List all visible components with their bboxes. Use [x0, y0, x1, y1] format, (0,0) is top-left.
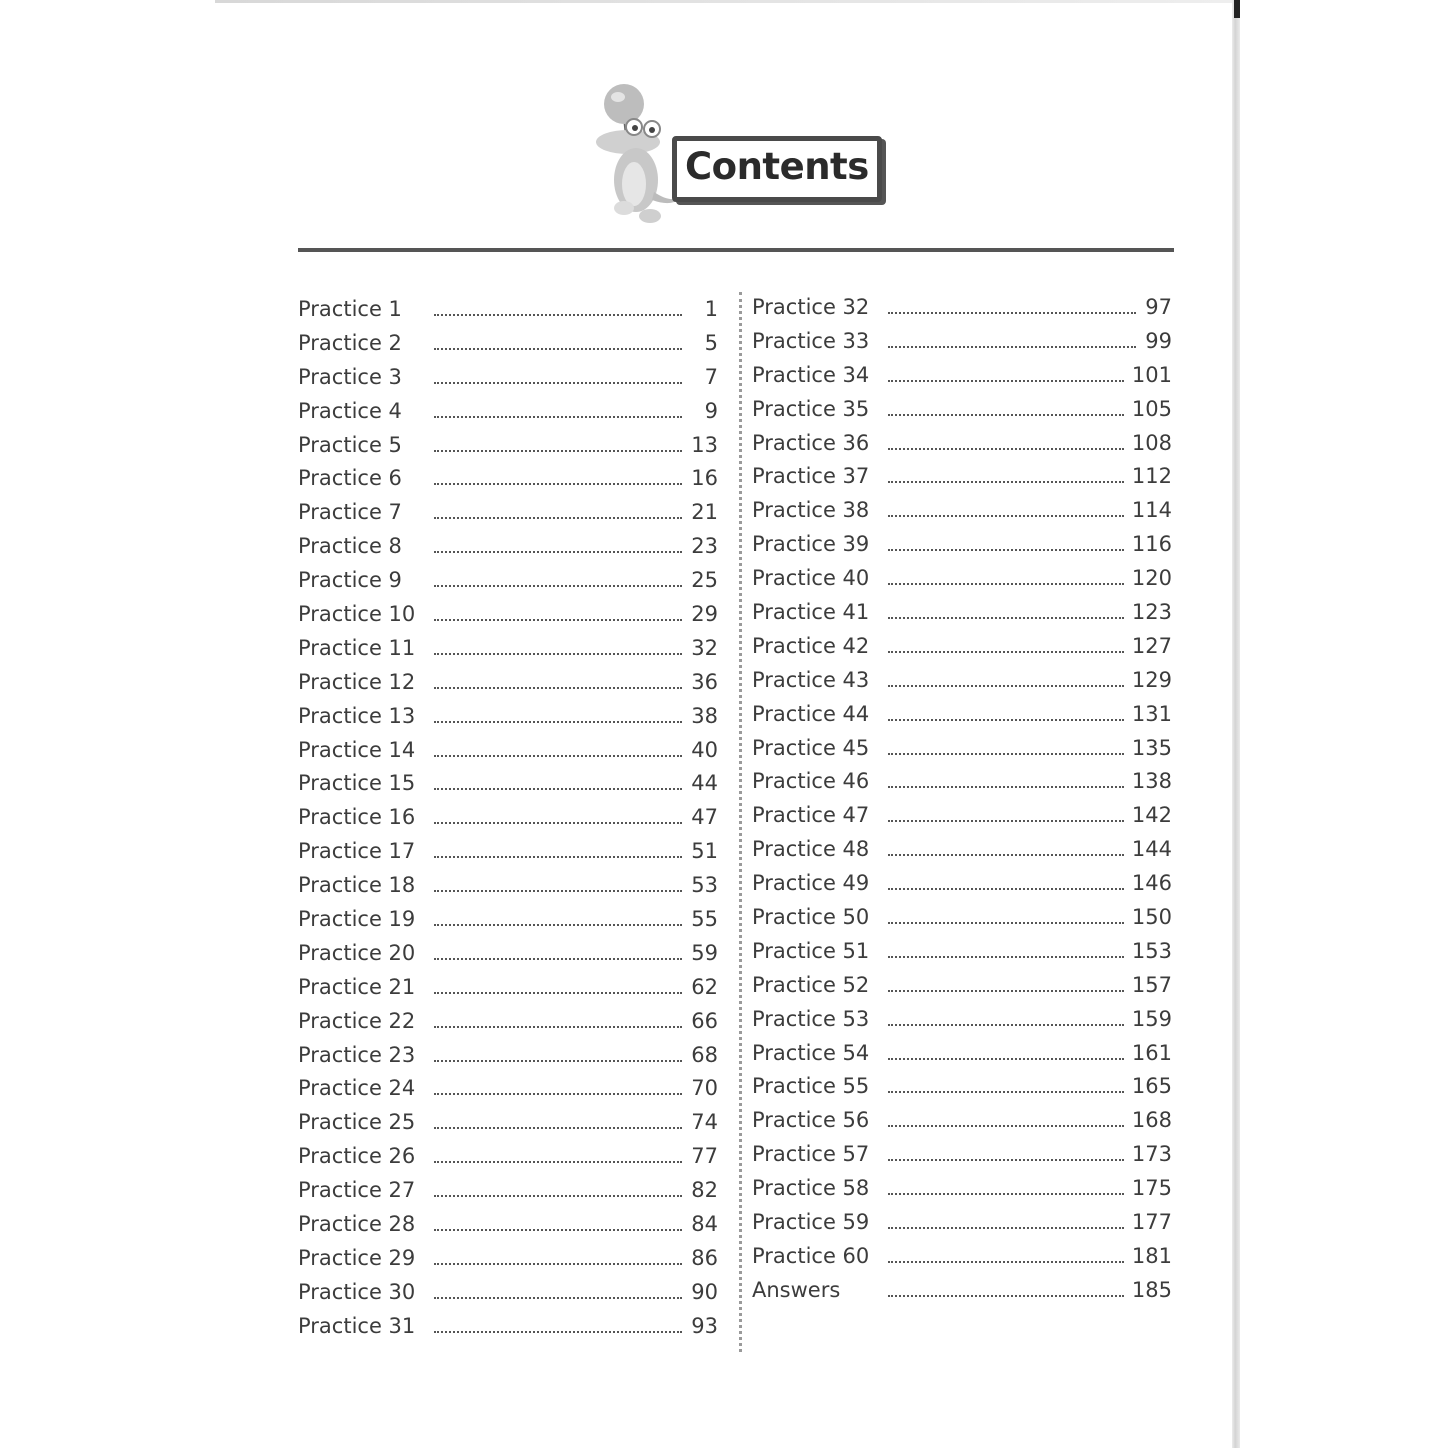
toc-entry-page: 108 — [1131, 430, 1172, 455]
toc-entry — [298, 1105, 718, 1139]
dot-leader — [434, 755, 682, 757]
dot-leader — [434, 348, 682, 350]
toc-entry — [752, 527, 1172, 561]
toc-entry — [752, 493, 1172, 527]
toc-entry-label: Practice 29 — [298, 1245, 416, 1270]
toc-entry-page: 150 — [1131, 904, 1172, 929]
toc-entry-label: Practice 60 — [752, 1243, 870, 1268]
page-corner-mark — [1234, 0, 1240, 18]
toc-entry-page: 86 — [691, 1245, 718, 1270]
toc-entry-label: Practice 30 — [298, 1279, 416, 1304]
toc-entry — [298, 699, 718, 733]
dot-leader — [434, 450, 682, 452]
dot-leader — [434, 517, 682, 519]
toc-entry-page: 173 — [1131, 1142, 1172, 1167]
dot-leader — [888, 888, 1124, 890]
toc-entry-label: Practice 21 — [298, 974, 416, 999]
dot-leader — [888, 1125, 1124, 1127]
toc-entry-label: Practice 23 — [298, 1042, 416, 1067]
toc-entry — [298, 1275, 718, 1309]
dot-leader — [888, 990, 1124, 992]
dot-leader — [434, 721, 682, 723]
toc-entry — [298, 766, 718, 800]
toc-entry — [752, 1036, 1172, 1070]
dot-leader — [888, 820, 1124, 822]
toc-entry-page: 105 — [1131, 396, 1172, 421]
toc-entry-label: Practice 36 — [752, 430, 870, 455]
toc-entry — [298, 1241, 718, 1275]
dot-leader — [888, 753, 1124, 755]
toc-entry-label: Practice 44 — [752, 701, 870, 726]
toc-entry-label: Practice 28 — [298, 1211, 416, 1236]
toc-entry-label: Practice 33 — [752, 328, 870, 353]
dot-leader — [888, 1261, 1124, 1263]
toc-entry-label: Practice 50 — [752, 904, 870, 929]
toc-entry — [752, 426, 1172, 460]
toc-entry — [752, 595, 1172, 629]
header-rule — [298, 248, 1174, 252]
dot-leader — [434, 1331, 682, 1333]
toc-entry-label: Practice 7 — [298, 500, 402, 525]
toc-entry-label: Practice 22 — [298, 1008, 416, 1033]
toc-entry-page: 9 — [704, 398, 718, 423]
toc-entry-label: Practice 47 — [752, 803, 870, 828]
dot-leader — [888, 481, 1124, 483]
toc-entry-label: Practice 38 — [752, 498, 870, 523]
dot-leader — [434, 1229, 682, 1231]
toc-entry-page: 165 — [1131, 1074, 1172, 1099]
toc-entry-label: Practice 46 — [752, 769, 870, 794]
toc-entry-page: 175 — [1131, 1176, 1172, 1201]
toc-entry-label: Practice 20 — [298, 940, 416, 965]
toc-entry-page: 161 — [1131, 1040, 1172, 1065]
toc-entry-page: 82 — [691, 1178, 718, 1203]
dot-leader — [434, 1093, 682, 1095]
toc-entry-page: 74 — [691, 1110, 718, 1135]
toc-entry — [298, 461, 718, 495]
toc-entry-page: 23 — [691, 534, 718, 559]
toc-entry-page: 177 — [1131, 1209, 1172, 1234]
dot-leader — [888, 617, 1124, 619]
dot-leader — [434, 1297, 682, 1299]
toc-entry-page: 38 — [691, 703, 718, 728]
dot-leader — [888, 1159, 1124, 1161]
toc-entry-label: Practice 25 — [298, 1110, 416, 1135]
dot-leader — [888, 956, 1124, 958]
toc-entry — [298, 834, 718, 868]
toc-entry — [752, 697, 1172, 731]
page-top-edge — [215, 0, 1235, 3]
toc-right-column — [752, 290, 1172, 1307]
toc-entry — [298, 1071, 718, 1105]
dot-leader — [434, 1161, 682, 1163]
dot-leader — [434, 483, 682, 485]
toc-entry-page: 68 — [691, 1042, 718, 1067]
toc-entry — [752, 1069, 1172, 1103]
toc-entry — [298, 868, 718, 902]
dot-leader — [434, 619, 682, 621]
toc-entry — [298, 1309, 718, 1343]
toc-entry-label: Practice 53 — [752, 1006, 870, 1031]
toc-entry — [752, 731, 1172, 765]
toc-entry-page: 99 — [1145, 328, 1172, 353]
toc-entry-page: 129 — [1131, 667, 1172, 692]
toc-entry-label: Practice 6 — [298, 466, 402, 491]
toc-entry — [752, 1137, 1172, 1171]
toc-entry-page: 93 — [691, 1313, 718, 1338]
toc-entry-page: 101 — [1131, 362, 1172, 387]
toc-entry-label: Practice 59 — [752, 1209, 870, 1234]
toc-entry — [298, 970, 718, 1004]
toc-entry-label: Practice 10 — [298, 601, 416, 626]
toc-entry — [298, 1038, 718, 1072]
toc-entry-page: 138 — [1131, 769, 1172, 794]
toc-entry-label: Practice 14 — [298, 737, 416, 762]
toc-entry — [752, 1239, 1172, 1273]
toc-entry-page: 146 — [1131, 871, 1172, 896]
toc-entry-label: Practice 24 — [298, 1076, 416, 1101]
toc-entry-page: 120 — [1131, 566, 1172, 591]
dot-leader — [434, 958, 682, 960]
dot-leader — [434, 1127, 682, 1129]
dot-leader — [434, 551, 682, 553]
toc-left-column — [298, 292, 718, 1343]
dot-leader — [888, 854, 1124, 856]
toc-entry-page: 16 — [691, 466, 718, 491]
toc-entry-page: 84 — [691, 1211, 718, 1236]
toc-entry-page: 59 — [691, 940, 718, 965]
toc-entry — [298, 360, 718, 394]
toc-entry-page: 25 — [691, 568, 718, 593]
dot-leader — [434, 1263, 682, 1265]
dot-leader — [888, 1193, 1124, 1195]
dot-leader — [888, 346, 1136, 348]
toc-entry-label: Practice 34 — [752, 362, 870, 387]
dot-leader — [434, 992, 682, 994]
contents-header — [590, 80, 890, 240]
dot-leader — [434, 856, 682, 858]
toc-entry-label: Practice 41 — [752, 599, 870, 624]
dot-leader — [434, 585, 682, 587]
toc-entry — [298, 733, 718, 767]
toc-entry — [752, 764, 1172, 798]
dot-leader — [888, 380, 1124, 382]
toc-entry-label: Practice 48 — [752, 837, 870, 862]
toc-entry-page: 97 — [1145, 294, 1172, 319]
toc-entry-page: 36 — [691, 669, 718, 694]
toc-entry — [752, 798, 1172, 832]
toc-entry — [752, 629, 1172, 663]
toc-entry — [752, 1103, 1172, 1137]
toc-entry-label: Practice 11 — [298, 635, 416, 660]
toc-entry — [298, 1139, 718, 1173]
toc-entry-page: 159 — [1131, 1006, 1172, 1031]
dot-leader — [434, 822, 682, 824]
toc-entry-page: 32 — [691, 635, 718, 660]
dot-leader — [434, 416, 682, 418]
toc-entry-page: 1 — [704, 296, 718, 321]
toc-entry-page: 127 — [1131, 633, 1172, 658]
toc-entry — [298, 1004, 718, 1038]
dot-leader — [434, 890, 682, 892]
page-title: Contents — [685, 145, 869, 188]
toc-entry-label: Practice 5 — [298, 432, 402, 457]
toc-entry-page: 13 — [691, 432, 718, 457]
dot-leader — [434, 314, 682, 316]
toc-entry — [298, 563, 718, 597]
dot-leader — [434, 788, 682, 790]
toc-entry-label: Practice 17 — [298, 839, 416, 864]
toc-entry — [752, 1273, 1172, 1307]
toc-entry-label: Practice 57 — [752, 1142, 870, 1167]
toc-entry-page: 29 — [691, 601, 718, 626]
toc-entry-label: Practice 52 — [752, 972, 870, 997]
toc-entry-label: Practice 43 — [752, 667, 870, 692]
toc-entry-page: 123 — [1131, 599, 1172, 624]
toc-entry — [298, 665, 718, 699]
toc-entry-label: Practice 31 — [298, 1313, 416, 1338]
toc-entry-page: 114 — [1131, 498, 1172, 523]
dot-leader — [434, 1026, 682, 1028]
toc-entry-label: Practice 45 — [752, 735, 870, 760]
toc-entry-page: 55 — [691, 906, 718, 931]
toc-entry-page: 53 — [691, 873, 718, 898]
dot-leader — [888, 1295, 1124, 1297]
toc-entry-page: 153 — [1131, 938, 1172, 963]
toc-entry-page: 168 — [1131, 1108, 1172, 1133]
toc-entry-label: Practice 26 — [298, 1144, 416, 1169]
toc-entry-page: 66 — [691, 1008, 718, 1033]
dot-leader — [888, 651, 1124, 653]
dot-leader — [888, 448, 1124, 450]
toc-entry — [752, 663, 1172, 697]
toc-entry-page: 144 — [1131, 837, 1172, 862]
toc-entry-label: Answers — [752, 1277, 841, 1302]
dot-leader — [888, 414, 1124, 416]
toc-entry — [298, 292, 718, 326]
toc-entry — [752, 866, 1172, 900]
toc-entry — [752, 968, 1172, 1002]
toc-entry-label: Practice 54 — [752, 1040, 870, 1065]
toc-entry — [752, 832, 1172, 866]
dot-leader — [888, 922, 1124, 924]
toc-entry — [752, 1002, 1172, 1036]
toc-entry-label: Practice 4 — [298, 398, 402, 423]
toc-entry-label: Practice 42 — [752, 633, 870, 658]
toc-entry-page: 185 — [1131, 1277, 1172, 1302]
dot-leader — [434, 1060, 682, 1062]
dot-leader — [434, 382, 682, 384]
toc-entry — [752, 900, 1172, 934]
toc-entry-label: Practice 27 — [298, 1178, 416, 1203]
toc-entry-page: 21 — [691, 500, 718, 525]
toc-entry-page: 51 — [691, 839, 718, 864]
dot-leader — [888, 549, 1124, 551]
toc-entry-label: Practice 35 — [752, 396, 870, 421]
toc-entry-label: Practice 19 — [298, 906, 416, 931]
toc-entry-label: Practice 16 — [298, 805, 416, 830]
toc-entry-page: 40 — [691, 737, 718, 762]
toc-entry-label: Practice 37 — [752, 464, 870, 489]
toc-entry — [752, 934, 1172, 968]
toc-entry — [752, 459, 1172, 493]
toc-entry — [752, 1205, 1172, 1239]
toc-entry-page: 7 — [704, 364, 718, 389]
toc-entry-page: 47 — [691, 805, 718, 830]
toc-entry — [752, 358, 1172, 392]
toc-entry — [298, 529, 718, 563]
toc-entry — [298, 495, 718, 529]
toc-entry — [298, 394, 718, 428]
toc-entry-label: Practice 55 — [752, 1074, 870, 1099]
toc-entry-label: Practice 58 — [752, 1176, 870, 1201]
dot-leader — [434, 1195, 682, 1197]
toc-entry-label: Practice 13 — [298, 703, 416, 728]
toc-entry-page: 5 — [704, 330, 718, 355]
toc-entry-label: Practice 39 — [752, 532, 870, 557]
dot-leader — [888, 786, 1124, 788]
dot-leader — [888, 515, 1124, 517]
toc-entry — [752, 1171, 1172, 1205]
toc-entry — [298, 902, 718, 936]
toc-entry-label: Practice 56 — [752, 1108, 870, 1133]
toc-entry-page: 131 — [1131, 701, 1172, 726]
toc-entry-label: Practice 18 — [298, 873, 416, 898]
toc-entry-page: 62 — [691, 974, 718, 999]
toc-entry-page: 181 — [1131, 1243, 1172, 1268]
toc-entry — [298, 428, 718, 462]
toc-entry-label: Practice 1 — [298, 296, 402, 321]
toc-entry — [752, 561, 1172, 595]
toc-entry-label: Practice 51 — [752, 938, 870, 963]
page-right-edge — [1232, 0, 1240, 1448]
toc-entry — [298, 597, 718, 631]
toc-entry — [752, 392, 1172, 426]
toc-entry — [298, 1173, 718, 1207]
dot-leader — [888, 583, 1124, 585]
dot-leader — [888, 312, 1136, 314]
dot-leader — [888, 1227, 1124, 1229]
dot-leader — [434, 653, 682, 655]
dot-leader — [888, 1091, 1124, 1093]
dot-leader — [434, 924, 682, 926]
toc-entry-page: 112 — [1131, 464, 1172, 489]
toc-entry-label: Practice 32 — [752, 294, 870, 319]
toc-entry-page: 157 — [1131, 972, 1172, 997]
toc-entry-page: 142 — [1131, 803, 1172, 828]
toc-entry-page: 90 — [691, 1279, 718, 1304]
toc-entry — [752, 290, 1172, 324]
dot-leader — [888, 1058, 1124, 1060]
toc-entry-page: 70 — [691, 1076, 718, 1101]
toc-entry-page: 135 — [1131, 735, 1172, 760]
toc-entry-label: Practice 8 — [298, 534, 402, 559]
toc-entry-label: Practice 49 — [752, 871, 870, 896]
toc-entry-label: Practice 15 — [298, 771, 416, 796]
toc-entry — [752, 324, 1172, 358]
toc-entry — [298, 1207, 718, 1241]
toc-entry — [298, 326, 718, 360]
toc-entry-label: Practice 40 — [752, 566, 870, 591]
toc-entry — [298, 800, 718, 834]
title-box — [672, 136, 882, 202]
column-divider — [739, 292, 742, 1352]
toc-entry — [298, 631, 718, 665]
dot-leader — [888, 719, 1124, 721]
toc-entry-page: 116 — [1131, 532, 1172, 557]
toc-entry — [298, 936, 718, 970]
toc-entry-page: 77 — [691, 1144, 718, 1169]
toc-entry-label: Practice 2 — [298, 330, 402, 355]
toc-entry-label: Practice 9 — [298, 568, 402, 593]
toc-entry-page: 44 — [691, 771, 718, 796]
dot-leader — [888, 685, 1124, 687]
dot-leader — [888, 1024, 1124, 1026]
toc-entry-label: Practice 12 — [298, 669, 416, 694]
toc-entry-label: Practice 3 — [298, 364, 402, 389]
dot-leader — [434, 687, 682, 689]
